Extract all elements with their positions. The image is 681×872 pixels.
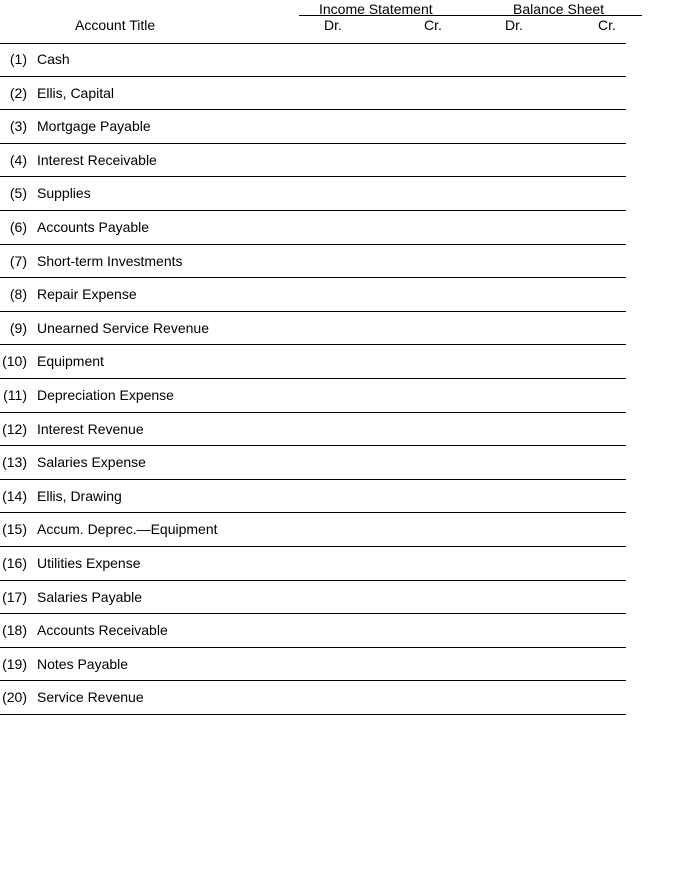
account-number: (6) bbox=[9, 219, 27, 235]
account-row bbox=[0, 379, 626, 413]
account-number: (13) bbox=[2, 454, 27, 471]
account-title: Service Revenue bbox=[37, 689, 144, 706]
account-row bbox=[0, 614, 626, 648]
account-row bbox=[0, 581, 626, 615]
account-row bbox=[0, 681, 626, 715]
account-number: (5) bbox=[9, 185, 27, 202]
account-row bbox=[0, 547, 626, 581]
account-title: Short-term Investments bbox=[37, 252, 183, 269]
account-number: (15) bbox=[2, 521, 27, 538]
account-title: Unearned Service Revenue bbox=[37, 319, 209, 336]
account-title: Interest Revenue bbox=[37, 420, 144, 437]
account-number: (20) bbox=[2, 689, 27, 706]
account-number: (18) bbox=[2, 622, 27, 639]
account-row bbox=[0, 513, 626, 547]
account-number: (8) bbox=[9, 286, 27, 303]
account-number: (9) bbox=[9, 319, 27, 336]
account-title: Salaries Payable bbox=[37, 588, 143, 605]
balance-sheet-heading: Balance Sheet bbox=[513, 1, 605, 17]
account-number: (16) bbox=[2, 555, 27, 571]
account-title: Depreciation Expense bbox=[37, 387, 174, 403]
account-number: (1) bbox=[9, 51, 27, 67]
account-title: Mortgage Payable bbox=[37, 118, 151, 135]
income-statement-heading: Income Statement bbox=[319, 1, 433, 17]
account-number: (17) bbox=[2, 588, 27, 605]
balance-sheet-cr-heading: Cr. bbox=[598, 17, 616, 33]
account-row bbox=[0, 446, 626, 480]
account-title: Supplies bbox=[37, 185, 91, 202]
account-row bbox=[0, 245, 626, 279]
account-row bbox=[0, 77, 626, 111]
account-title: Ellis, Drawing bbox=[37, 487, 122, 504]
account-title-heading: Account Title bbox=[75, 17, 156, 33]
account-title: Interest Receivable bbox=[37, 151, 157, 168]
account-row bbox=[0, 648, 626, 682]
account-title: Salaries Expense bbox=[37, 454, 146, 471]
account-title: Accum. Deprec.—Equipment bbox=[37, 521, 218, 538]
account-title: Utilities Expense bbox=[37, 555, 141, 571]
account-title: Equipment bbox=[37, 353, 104, 370]
account-number: (19) bbox=[2, 655, 27, 672]
account-title: Notes Payable bbox=[37, 655, 129, 672]
account-row bbox=[0, 345, 626, 379]
account-number: (4) bbox=[9, 151, 27, 168]
account-title: Accounts Payable bbox=[37, 219, 150, 235]
account-row bbox=[0, 413, 626, 447]
account-number: (2) bbox=[9, 84, 27, 101]
account-number: (14) bbox=[2, 487, 27, 504]
account-row bbox=[0, 43, 626, 77]
account-title: Repair Expense bbox=[37, 286, 137, 303]
account-title: Cash bbox=[37, 51, 70, 67]
income-statement-cr-heading: Cr. bbox=[424, 17, 442, 33]
balance-sheet-dr-heading: Dr. bbox=[505, 17, 523, 33]
account-number: (3) bbox=[9, 118, 27, 135]
account-title: Ellis, Capital bbox=[37, 84, 115, 101]
account-row bbox=[0, 211, 626, 245]
account-row bbox=[0, 278, 626, 312]
account-number: (10) bbox=[2, 353, 27, 370]
account-number: (11) bbox=[3, 387, 27, 403]
row-rule bbox=[0, 714, 626, 715]
account-number: (7) bbox=[9, 252, 27, 269]
account-row bbox=[0, 312, 626, 346]
income-statement-dr-heading: Dr. bbox=[324, 17, 342, 33]
account-row bbox=[0, 177, 626, 211]
account-row bbox=[0, 110, 626, 144]
account-row bbox=[0, 144, 626, 178]
account-row bbox=[0, 480, 626, 514]
account-title: Accounts Receivable bbox=[37, 622, 168, 639]
column-group-underline bbox=[299, 15, 642, 16]
account-number: (12) bbox=[2, 420, 27, 437]
